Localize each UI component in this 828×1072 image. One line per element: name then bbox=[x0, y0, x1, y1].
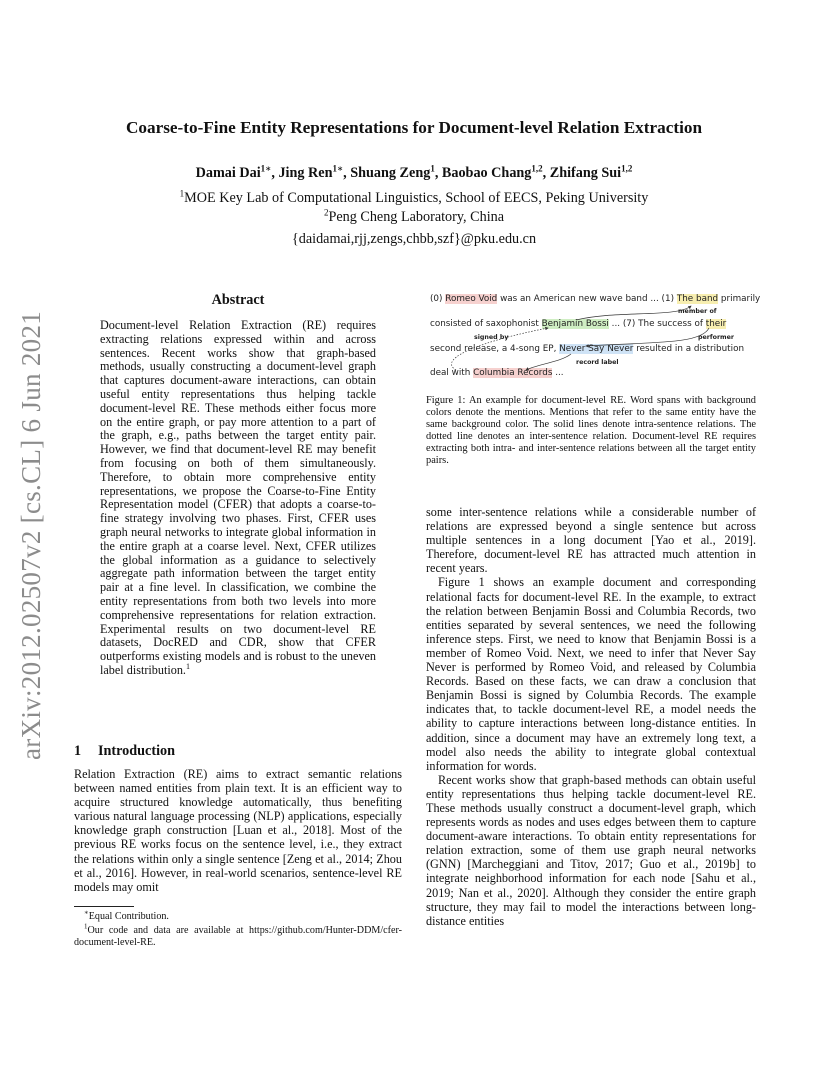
relation-label-member-of: member of bbox=[678, 308, 717, 315]
figure-text: resulted in a distribution bbox=[633, 344, 745, 354]
figure-text: second release, a 4-song EP, bbox=[430, 344, 560, 354]
author-affiliation-mark: 1,2 bbox=[621, 163, 633, 174]
relation-label-signed-by: signed by bbox=[474, 334, 509, 341]
author-affiliation-mark: 1∗ bbox=[332, 163, 344, 174]
right-column-body bbox=[426, 505, 756, 928]
affiliation-mark: 2 bbox=[323, 207, 329, 218]
footnote bbox=[74, 908, 402, 923]
figure-text: ... (7) The success of bbox=[608, 319, 706, 329]
footnote bbox=[74, 922, 402, 949]
section-title: Introduction bbox=[98, 743, 175, 759]
paper-title: Coarse-to-Fine Entity Representations for Document-level Relation Extraction bbox=[126, 118, 702, 137]
mention-the-band: The band bbox=[676, 294, 719, 304]
author-affiliation-mark: 1 bbox=[430, 163, 435, 174]
figure-caption: Figure 1: An example for document-level RE. Word spans with background colors denote the mentions. Mentions that refer to the same entity have the same background color. The solid lines denote intra-sentence relations. The dotted line denotes an inter-sentence relation. Document-level RE requires extracting both intra- and inter-sentence relations between all the target entity pairs. bbox=[426, 395, 756, 467]
author-affiliation-mark: 1∗ bbox=[260, 163, 272, 174]
relation-arrow-performer bbox=[586, 328, 709, 346]
arxiv-stamp: arXiv:2012.02507v2 [cs.CL] 6 Jun 2021 bbox=[16, 310, 46, 760]
relation-arrow-record-label bbox=[526, 354, 571, 370]
author-affiliation-mark: 1,2 bbox=[531, 163, 543, 174]
footnote-divider bbox=[74, 906, 134, 907]
figure-text: (0) bbox=[430, 294, 446, 304]
section-heading-introduction bbox=[74, 743, 175, 760]
figure-text: consisted of saxophonist bbox=[430, 319, 542, 329]
intro-paragraph: Relation Extraction (RE) aims to extract semantic relations between named entities from plain text. It is an efficient way to acquire structured knowledge automatically, thus benefiting various natural language processing (NLP) applications, especially knowledge graph construction [Luan et al., 2018]. Most of the previous RE works focus on the sentence level, i.e., they extract the relations within only a single sentence [Zeng et al., 2014; Zhou et al., 2016]. However, in real-world scenarios, sentence-level RE models may omit bbox=[74, 767, 402, 894]
affiliation-mark: 1 bbox=[179, 188, 185, 199]
relation-arrow-member-of bbox=[576, 306, 691, 320]
figure-relation-arrows bbox=[426, 288, 756, 388]
section-number: 1 bbox=[74, 743, 82, 759]
author-email: {daidamai,rjj,zengs,chbb,szf}@pku.edu.cn bbox=[291, 231, 537, 247]
paragraph: some inter-sentence relations while a considerable number of relations are expressed beyond a single sentence but across multiple sentences in a long document [Yao et al., 2019]. Therefore, document-level RE has attracted much attention in recent years. bbox=[426, 505, 756, 576]
footnote-text: Equal Contribution. bbox=[88, 911, 169, 922]
footnote-mark: 1 bbox=[84, 922, 88, 931]
affiliation bbox=[60, 209, 768, 226]
figure-text: was an American new wave band ... (1) bbox=[497, 294, 677, 304]
author-name: Jing Ren bbox=[278, 165, 333, 181]
paragraph: Figure 1 shows an example document and corresponding relational facts for document-level RE. In the example, to extract the relation between Benjamin Bossi and Columbia Records, two entities separated by several sentences, we need the following inference steps. First, we need to know that Benjamin Bossi is a member of Romeo Void. Next, we need to infer that Never Say Never is performed by Romeo Void, and released by Columbia Records. Based on these facts, we can draw a conclusion that Benjamin Bossi is signed by Columbia Records. The example indicates that, to tackle document-level RE, a model needs the ability to capture interactions between long-distance entities. In addition, since a document may have an extremely long text, a model also needs the ability to integrate global contextual information for words. bbox=[426, 575, 756, 773]
mention-romeo-void: Romeo Void bbox=[445, 294, 498, 304]
mention-columbia-records: Columbia Records bbox=[473, 368, 553, 378]
figure-text: deal with bbox=[430, 368, 474, 378]
mention-their: their bbox=[705, 319, 727, 329]
figure-text: primarily bbox=[718, 294, 761, 304]
footnote-mark: ∗ bbox=[84, 908, 89, 917]
affiliation-text: Peng Cheng Laboratory, China bbox=[328, 209, 505, 225]
figure-text: ... bbox=[552, 368, 564, 378]
author-name: Shuang Zeng bbox=[350, 165, 431, 181]
footnote-mark: 1 bbox=[185, 661, 190, 671]
author-name: Damai Dai bbox=[195, 165, 261, 181]
affiliation bbox=[60, 190, 768, 207]
affiliation-text: MOE Key Lab of Computational Linguistics, School of EECS, Peking University bbox=[184, 190, 649, 206]
mention-benjamin-bossi: Benjamin Bossi bbox=[541, 319, 609, 329]
author-name: Baobao Chang bbox=[441, 165, 532, 181]
abstract-heading: Abstract bbox=[211, 292, 265, 308]
relation-label-record-label: record label bbox=[576, 359, 619, 366]
author-name: Zhifang Sui bbox=[549, 165, 622, 181]
mention-never-say-never: Never Say Never bbox=[559, 344, 634, 354]
abstract-text: Document-level Relation Extraction (RE) requires extracting relations expressed within and across sentences. Recent works show that graph-based methods, usually constructing a document-level graph that captures document-aware interactions, can obtain useful entity representations thus helping tackle document-level RE. These methods either focus more on the entire graph, or pay more attention to a part of the graph, e.g., paths between the target entity pair. However, we find that document-level RE may benefit from focusing on both of them simultaneously. Therefore, to obtain more comprehensive entity representations, we propose the Coarse-to-Fine Entity Representation model (CFER) that adopts a coarse-to-fine strategy involving two phases. First, CFER uses graph neural networks to integrate global information in the entire graph at a coarse level. Next, CFER utilizes the global information as a guidance to selectively aggregate path information between the target entity pair at a fine level. In classification, we combine the entity representations from both two levels into more comprehensive representations for relation extraction. Experimental results on two document-level RE datasets, DocRED and CDR, show that CFER outperforms existing models and is robust to the uneven label distribution. bbox=[100, 318, 376, 677]
author-list: Damai Dai$^{1∗}$, Jing Ren$^{1∗}$, Shuang Zeng$^1$, Baobao Chang$^{1,2}$, Zhifang Sui$^{1,2}$ bbox=[195, 163, 633, 181]
paragraph: Recent works show that graph-based methods can obtain useful entity representations thus helping tackle document-level RE. These methods usually construct a document-level graph, which represents words as nodes and uses edges between them to capture document-aware interactions. To obtain entity representations for relation extraction, some of them use graph neural networks (GNN) [Marcheggiani and Titov, 2017; Guo et al., 2019b] to integrate neighborhood information for each node [Sahu et al., 2019; Nan et al., 2020]. Although they consider the entire graph structure, they may fail to model the interactions between long-distance entities bbox=[426, 772, 756, 928]
footnote-text: Our code and data are available at https://github.com/Hunter-DDM/cfer-document-level-RE. bbox=[74, 925, 402, 948]
relation-label-performer: performer bbox=[698, 334, 734, 341]
relation-arrow-signed-by bbox=[452, 328, 548, 370]
abstract-body bbox=[100, 319, 376, 678]
